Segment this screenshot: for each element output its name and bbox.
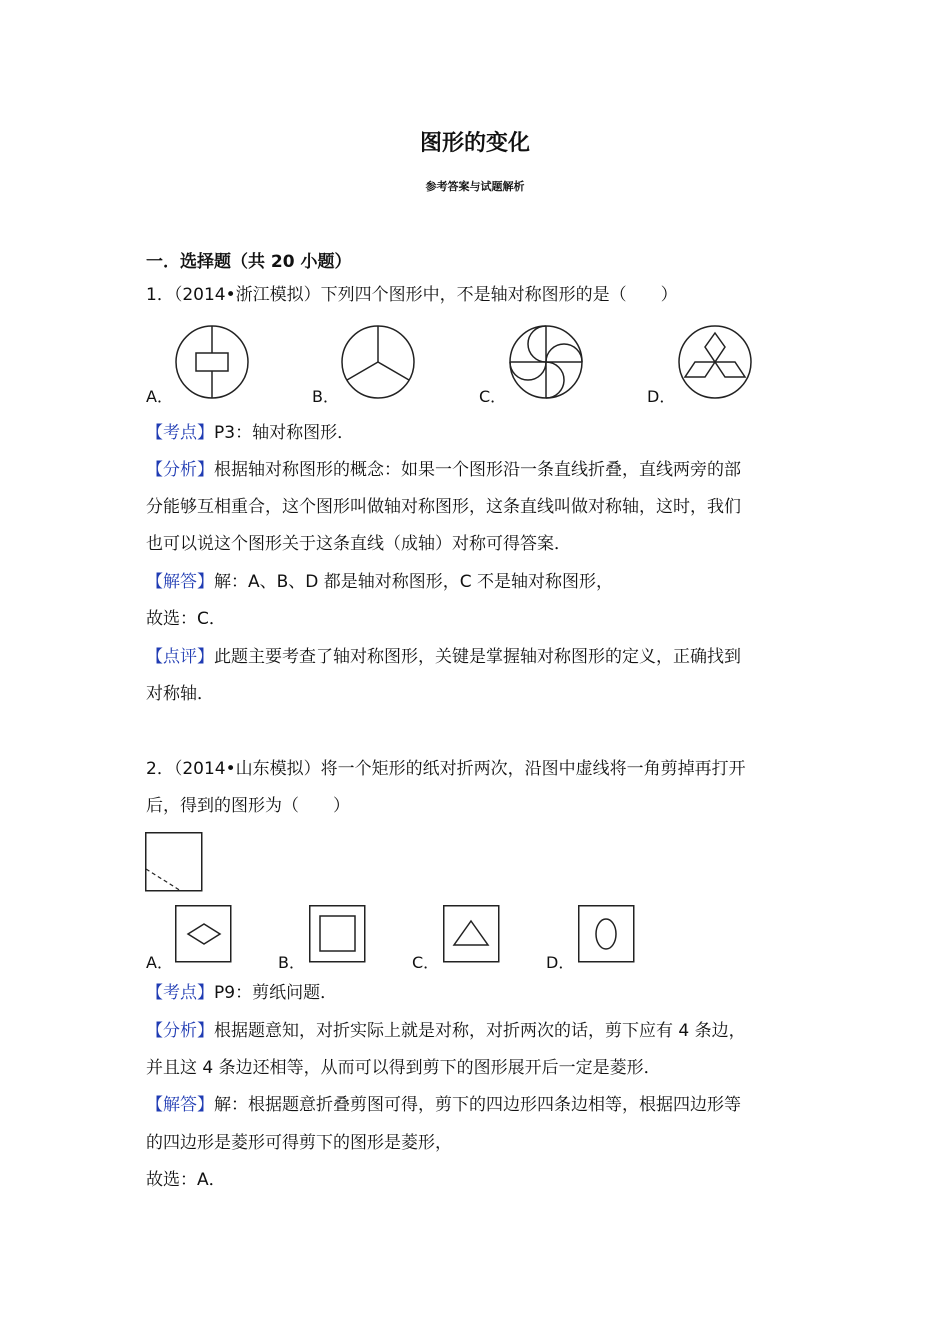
q2-option-c-figure bbox=[443, 905, 500, 963]
q1-kaodian-line bbox=[146, 422, 354, 444]
q2-jieda-line-2: 的四边形是菱形可得剪下的图形是菱形， bbox=[146, 1133, 452, 1153]
q1-fenxi-line-3: 也可以说这个图形关于这条直线（成轴）对称可得答案． bbox=[146, 534, 571, 554]
q1-option-b-label: B． bbox=[312, 387, 339, 406]
q2-folded-paper-figure bbox=[145, 832, 203, 892]
q2-option-b-label: B． bbox=[278, 953, 305, 972]
q1-option-a-figure bbox=[175, 325, 249, 399]
q2-answer: 故选：A． bbox=[146, 1170, 226, 1190]
q1-kaodian-text: P3：轴对称图形． bbox=[214, 423, 355, 443]
q2-question-line-2: 后，得到的图形为（ ） bbox=[146, 796, 350, 816]
q1-answer: 故选：C． bbox=[146, 609, 226, 629]
q2-jieda-tag: 【解答】 bbox=[146, 1095, 214, 1115]
q1-fenxi-line-1 bbox=[146, 459, 741, 481]
q2-fenxi-tag: 【分析】 bbox=[146, 1021, 214, 1041]
section-heading: 一．选择题（共 20 小题） bbox=[146, 252, 352, 272]
q1-dianping-line-2: 对称轴． bbox=[146, 684, 214, 704]
q1-option-c-figure bbox=[509, 325, 583, 399]
q2-option-d-figure bbox=[578, 905, 635, 963]
q1-dianping-tag: 【点评】 bbox=[146, 647, 214, 667]
q2-option-c-label: C． bbox=[412, 953, 440, 972]
q1-fenxi-line-2: 分能够互相重合，这个图形叫做轴对称图形，这条直线叫做对称轴，这时，我们 bbox=[146, 497, 741, 517]
q1-fenxi-text-1: 根据轴对称图形的概念：如果一个图形沿一条直线折叠，直线两旁的部 bbox=[214, 460, 741, 480]
q1-fenxi-tag: 【分析】 bbox=[146, 460, 214, 480]
q2-fenxi-text-1: 根据题意知，对折实际上就是对称，对折两次的话，剪下应有 4 条边， bbox=[214, 1021, 746, 1041]
q1-option-a-label: A． bbox=[146, 387, 173, 406]
q2-jieda-text-1: 解：根据题意折叠剪图可得，剪下的四边形四条边相等，根据四边形等 bbox=[214, 1095, 741, 1115]
q1-option-d-label: D． bbox=[647, 387, 676, 406]
q1-jieda-tag: 【解答】 bbox=[146, 572, 214, 592]
q1-dianping-line-1 bbox=[146, 646, 741, 668]
q1-option-c-label: C． bbox=[479, 387, 507, 406]
q2-option-b-figure bbox=[309, 905, 366, 963]
q2-kaodian-tag: 【考点】 bbox=[146, 983, 214, 1003]
q1-question: 1．（2014•浙江模拟）下列四个图形中，不是轴对称图形的是（ ） bbox=[146, 285, 678, 305]
q2-jieda-line-1 bbox=[146, 1094, 741, 1116]
q1-jieda-line bbox=[146, 571, 613, 593]
q2-option-a-figure bbox=[175, 905, 232, 963]
q2-option-a-label: A． bbox=[146, 953, 173, 972]
q1-option-d-figure bbox=[678, 325, 752, 399]
q2-question-line-1: 2．（2014•山东模拟）将一个矩形的纸对折两次，沿图中虚线将一角剪掉再打开 bbox=[146, 759, 746, 779]
q2-fenxi-line-2: 并且这 4 条边还相等，从而可以得到剪下的图形展开后一定是菱形． bbox=[146, 1058, 661, 1078]
q2-option-d-label: D． bbox=[546, 953, 575, 972]
q2-kaodian-line bbox=[146, 982, 337, 1004]
q2-fenxi-line-1 bbox=[146, 1020, 746, 1042]
page-subtitle: 参考答案与试题解析 bbox=[425, 180, 525, 193]
q1-kaodian-tag: 【考点】 bbox=[146, 423, 214, 443]
q1-option-b-figure bbox=[341, 325, 415, 399]
q1-dianping-text-1: 此题主要考查了轴对称图形，关键是掌握轴对称图形的定义，正确找到 bbox=[214, 647, 741, 667]
page-title: 图形的变化 bbox=[419, 131, 530, 156]
q2-kaodian-text: P9：剪纸问题． bbox=[214, 983, 338, 1003]
q1-jieda-text: 解：A、B、D 都是轴对称图形，C 不是轴对称图形， bbox=[214, 572, 614, 592]
